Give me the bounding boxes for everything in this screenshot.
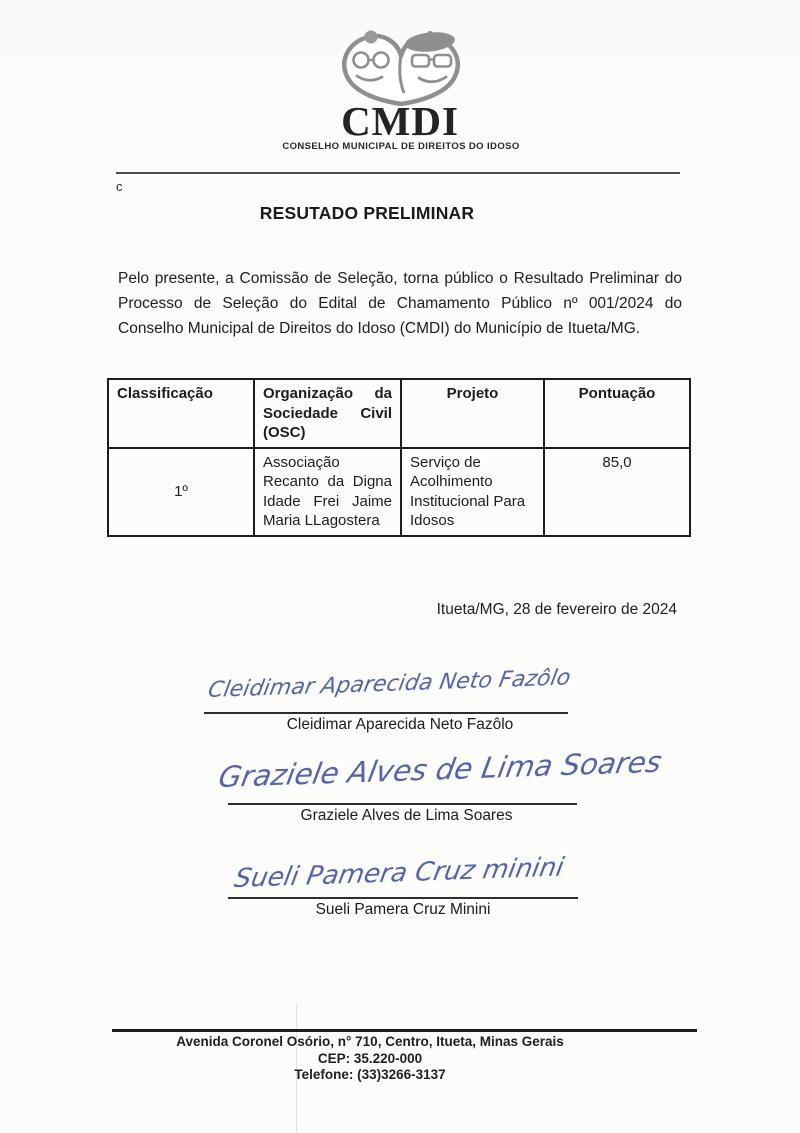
footer-address: Avenida Coronel Osório, n° 710, Centro, Itueta, Minas Gerais	[176, 1034, 564, 1049]
cell-osc: Associação Recanto da Digna Idade Frei Jaime Maria LLagostera	[254, 448, 401, 536]
elderly-couple-heart-icon	[331, 30, 471, 106]
logo-subtitle: CONSELHO MUNICIPAL DE DIREITOS DO IDOSO	[282, 141, 520, 152]
handwritten-signature-3: Sueli Pamera Cruz minini	[232, 852, 567, 894]
signature-line-1	[204, 712, 568, 714]
intro-paragraph: Pelo presente, a Comissão de Seleção, torna público o Resultado Preliminar do Processo de Seleção do Edital de Chamamento Público nº 001/2024 do Conselho Municipal de Direitos do Idoso (CMDI) do Município de Itueta/MG.	[118, 270, 682, 337]
signature-line-2	[228, 803, 577, 805]
cell-classificacao: 1º	[108, 448, 254, 536]
column-header-osc: Organização da Sociedade Civil (OSC)	[254, 379, 401, 448]
footer-phone: Telefone: (33)3266-3137	[294, 1067, 446, 1082]
footer	[115, 1034, 625, 1084]
signature-block-3	[0, 852, 800, 950]
footer-divider	[112, 1029, 697, 1032]
signature-block-2	[0, 744, 800, 848]
column-header-pontuacao: Pontuação	[544, 379, 690, 448]
document-title: RESUTADO PRELIMINAR	[259, 203, 475, 223]
stray-character: c	[116, 179, 123, 194]
cell-projeto: Serviço de Acolhimento Institucional Para Idosos	[401, 448, 544, 536]
cell-pontuacao: 85,0	[544, 448, 690, 536]
header-divider	[116, 172, 680, 174]
column-header-projeto: Projeto	[401, 379, 544, 448]
signature-line-3	[228, 897, 578, 899]
table-header-row	[108, 379, 690, 448]
handwritten-signature-2: Graziele Alves de Lima Soares	[216, 744, 665, 794]
signature-printed-name-2: Graziele Alves de Lima Soares	[300, 807, 513, 824]
signature-printed-name-1: Cleidimar Aparecida Neto Fazôlo	[286, 716, 514, 733]
footer-cep: CEP: 35.220-000	[317, 1050, 423, 1066]
signature-block-1	[0, 665, 800, 760]
column-header-classificacao: Classificação	[108, 379, 254, 448]
table-row	[108, 448, 690, 536]
signature-printed-name-3: Sueli Pamera Cruz Minini	[315, 901, 491, 918]
handwritten-signature-1: Cleidimar Aparecida Neto Fazôlo	[206, 665, 573, 703]
date-line: Itueta/MG, 28 de fevereiro de 2024	[436, 601, 677, 618]
logo-acronym: CMDI	[341, 98, 459, 144]
results-table	[107, 378, 691, 537]
